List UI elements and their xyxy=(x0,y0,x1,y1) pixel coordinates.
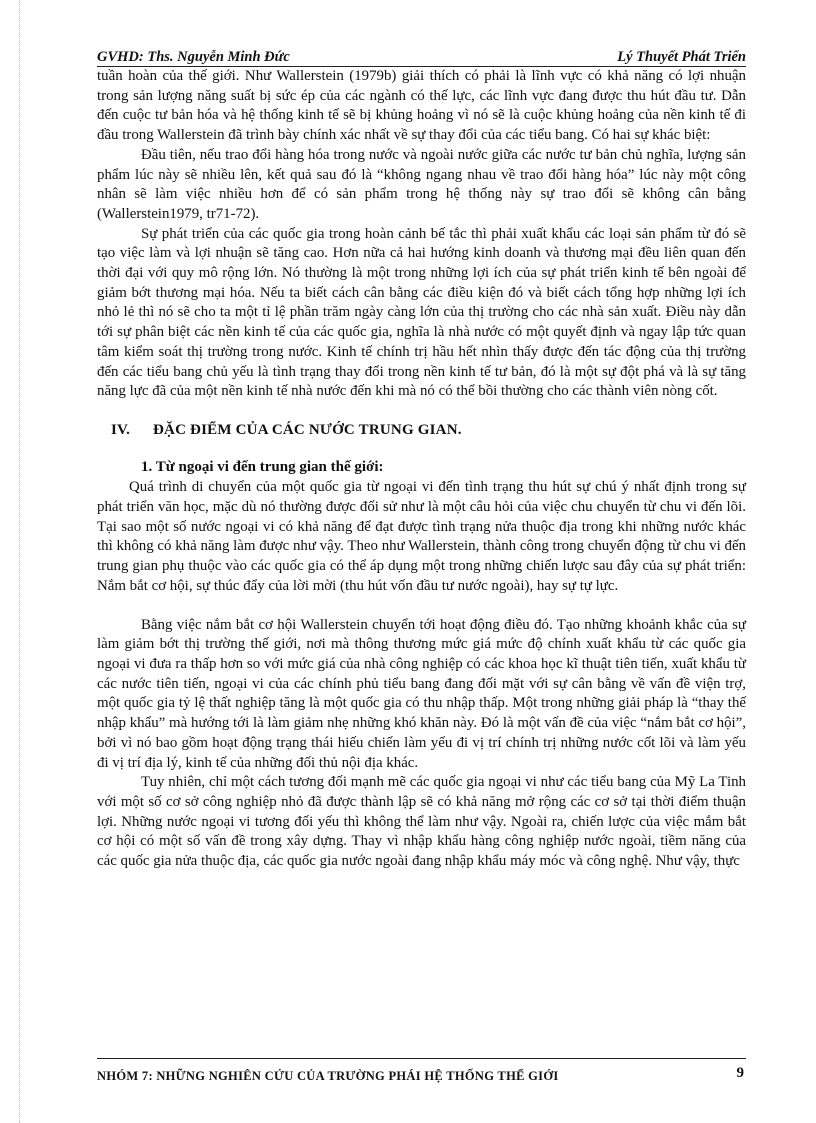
paragraph-5: Bằng việc nắm bắt cơ hội Wallerstein chuyển tới hoạt động điều đó. Tạo những khoảnh khắc của sự làm giảm bớt thị trường thế giới, nơi mà thông thương mức giá mức độ chính xuất khẩu từ các quốc gia ngoại vi đưa ra thấp hơn so với mức giá của nhà công nghiệp có các khoa học kĩ thuật tiên tiến, xuất khẩu từ các nước tiên tiến, ngoại vi của các chính phủ tiểu bang đang đối mặt với sự cân bằng về vấn đề viện trợ, một quốc gia tỷ lệ thất nghiệp tăng là một quốc gia có thu nhập thấp. Một trong những giải pháp là “thay thế nhập khẩu” mà hướng tới là làm giảm nhẹ những khó khăn này. Đó là một vấn đề của việc “nắm bắt cơ hội”, bởi vì nó bao gồm hoạt động trạng thái hiếu chiến làm yếu đi vị trí chính trị những nước cốt lõi và làm yếu đi vị trí địa lý, kinh tế của những đối thủ nội địa khác. xyxy=(97,616,746,771)
page-number: 9 xyxy=(736,1065,744,1081)
paragraph-3: Sự phát triển của các quốc gia trong hoàn cảnh bế tắc thì phải xuất khẩu các loại sản phẩm từ đó sẽ tạo việc làm và lợi nhuận sẽ tăng cao. Hơn nữa cả hai hướng kinh doanh và thương mại đều liên quan đến thời đại với quy mô rộng lớn. Nó thường là một trong những lợi ích của sự phát triển kinh tế bên ngoài để giảm bớt thương mại hóa. Nếu ta biết cách cân bằng các điều kiện đó và biết cách tổng hợp những lợi ích nhỏ lẻ thì nó sẽ cho ta một tỉ lệ phần trăm ngày càng lớn của thị trường cho các nhà sản xuất. Điều này dẫn tới sự phân biệt các nền kinh tế của các quốc gia, nghĩa là nhà nước có một quyết định và ngay lập tức quan tâm kiểm soát thị trường trong nước. Kinh tế chính trị hầu hết nhìn thấy được đến tác động của thị trường đến các tiểu bang chủ yếu là tình trạng thay đổi trong nền kinh tế tư bản, đó là một sự đột phá và là sự tăng năng lực đã của một nền kinh tế nhà nước đến khi mà nó có thể bồi thường cho các thành viên nòng cốt. xyxy=(97,225,746,400)
margin-guide-line xyxy=(19,0,20,1123)
header-instructor: GVHD: Ths. Nguyễn Minh Đức xyxy=(97,49,290,65)
page-header xyxy=(97,48,746,67)
paragraph-2: Đầu tiên, nếu trao đổi hàng hóa trong nước và ngoài nước giữa các nước tư bản chủ nghĩa, lượng sản phẩm lúc này sẽ nhiều lên, kết quả sau đó là “không ngang nhau về trao đổi hàng hóa” lúc này một công nhân sẽ làm việc nhiều hơn để có sản phẩm trong hệ thống này sự trao đổi sẽ không cân bằng (Wallerstein1979, tr71-72). xyxy=(97,146,746,222)
paragraph-4: Quá trình di chuyển của một quốc gia từ ngoại vi đến tình trạng thu hút sự chú ý nhất định trong sự phát triển văn học, mặc dù nó thường được đối sử như là một câu hỏi của việc chu chuyển từ chu vi đến lõi. Tại sao một số nước ngoại vi có khả năng để đạt được tình trạng nửa thuộc địa trong khi những nước khác thì không có khả năng làm được như vậy. Theo như Wallerstein, thành công trong chuyển động từ chu vi đến trung gian phụ thuộc vào các quốc gia có thể áp dụng một trong những chiến lược sau đây của sự phát triển: Nắm bắt cơ hội, sự thúc đẩy của lời mời (thu hút vốn đầu tư nước ngoài), hay sự tự lực. xyxy=(97,479,746,594)
section-title: ĐẶC ĐIỂM CỦA CÁC NƯỚC TRUNG GIAN. xyxy=(153,421,462,438)
section-heading xyxy=(111,421,746,441)
page-body xyxy=(97,67,746,872)
subsection-heading: 1. Từ ngoại vi đến trung gian thế giới: xyxy=(141,458,384,475)
paragraph-spacer xyxy=(97,597,746,616)
paragraph-1: tuần hoàn của thế giới. Như Wallerstein (1979b) giải thích có phải là lĩnh vực có khả năng có lợi nhuận trong sản lượng năng suất bị sức ép của các ngành có thế lực, các lĩnh vực đang được thu hút đầu tư. Dẫn đến cuộc tư bản hóa và hệ thống kinh tế sẽ bị khủng hoảng vì nó sẽ là cuộc khủng hoảng của nền kinh tế đi đầu trong Wallerstein đã trình bày chính xác nhất về sự thay đổi của các tiểu bang. Có hai sự khác biệt: xyxy=(97,68,746,144)
section-number: IV. xyxy=(111,421,131,438)
footer-group-title: NHÓM 7: NHỮNG NGHIÊN CỨU CỦA TRƯỜNG PHÁI HỆ THỐNG THẾ GIỚI xyxy=(97,1069,559,1083)
page-footer xyxy=(97,1058,746,1084)
paragraph-6: Tuy nhiên, chỉ một cách tương đối mạnh mẽ các quốc gia ngoại vi như các tiểu bang của Mỹ La Tinh với một số cơ sở công nghiệp nhỏ đã được thành lập sẽ có khả năng mở rộng các cơ sở tại thời điểm thuận lợi. Những nước ngoại vi tương đối yếu thì không thể làm như vậy. Ngoài ra, chiến lược của việc mắm bắt cơ hội có một số vấn đề trong xây dựng. Thay vì nhập khẩu hàng công nghiệp nước ngoài, tiềm năng của các quốc gia nửa thuộc địa, các quốc gia nước ngoài đang nhập khẩu máy móc và công nghệ. Như vậy, thực xyxy=(97,774,746,870)
header-course-title: Lý Thuyết Phát Triển xyxy=(617,49,746,65)
